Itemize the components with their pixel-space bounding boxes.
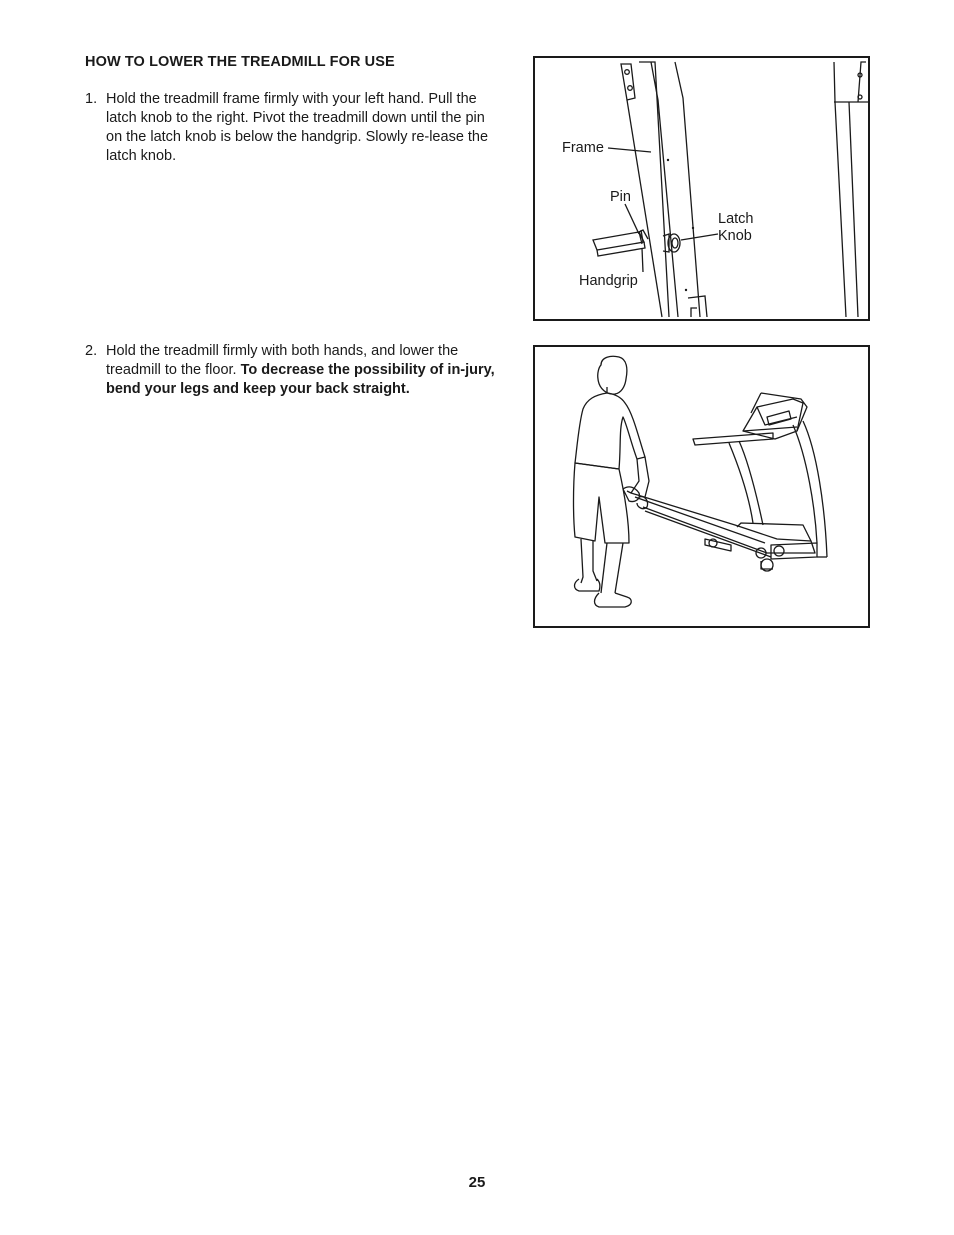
instruction-step-2 xyxy=(85,342,500,399)
lowering-treadmill-illustration xyxy=(533,345,870,628)
step-body: Hold the treadmill firmly with both hands, and lower the treadmill to the floor. xyxy=(106,343,459,378)
step-text xyxy=(106,90,500,166)
step-body: Hold the treadmill frame firmly with your left hand. Pull the latch knob to the right. Pivot the treadmill down until the pin on the latch knob is below the handgrip. Slowly re-lease the latch knob. xyxy=(106,91,489,164)
section-heading: HOW TO LOWER THE TREADMILL FOR USE xyxy=(85,54,395,70)
step-number: 2. xyxy=(85,343,98,359)
instruction-step-1 xyxy=(85,90,500,166)
person-lowering-treadmill-drawing xyxy=(535,347,868,626)
knob-label: Knob xyxy=(718,228,752,244)
latch-label: Latch xyxy=(718,211,754,227)
handgrip-label: Handgrip xyxy=(579,273,638,289)
frame-label: Frame xyxy=(562,140,604,156)
page-number: 25 xyxy=(468,1174,486,1191)
pin-label: Pin xyxy=(610,189,631,205)
safety-warning: To decrease the possibility of in-jury, bend your legs and keep your back straight. xyxy=(106,362,495,397)
step-number: 1. xyxy=(85,91,98,107)
latch-detail-illustration xyxy=(533,56,870,321)
step-text xyxy=(106,342,500,399)
